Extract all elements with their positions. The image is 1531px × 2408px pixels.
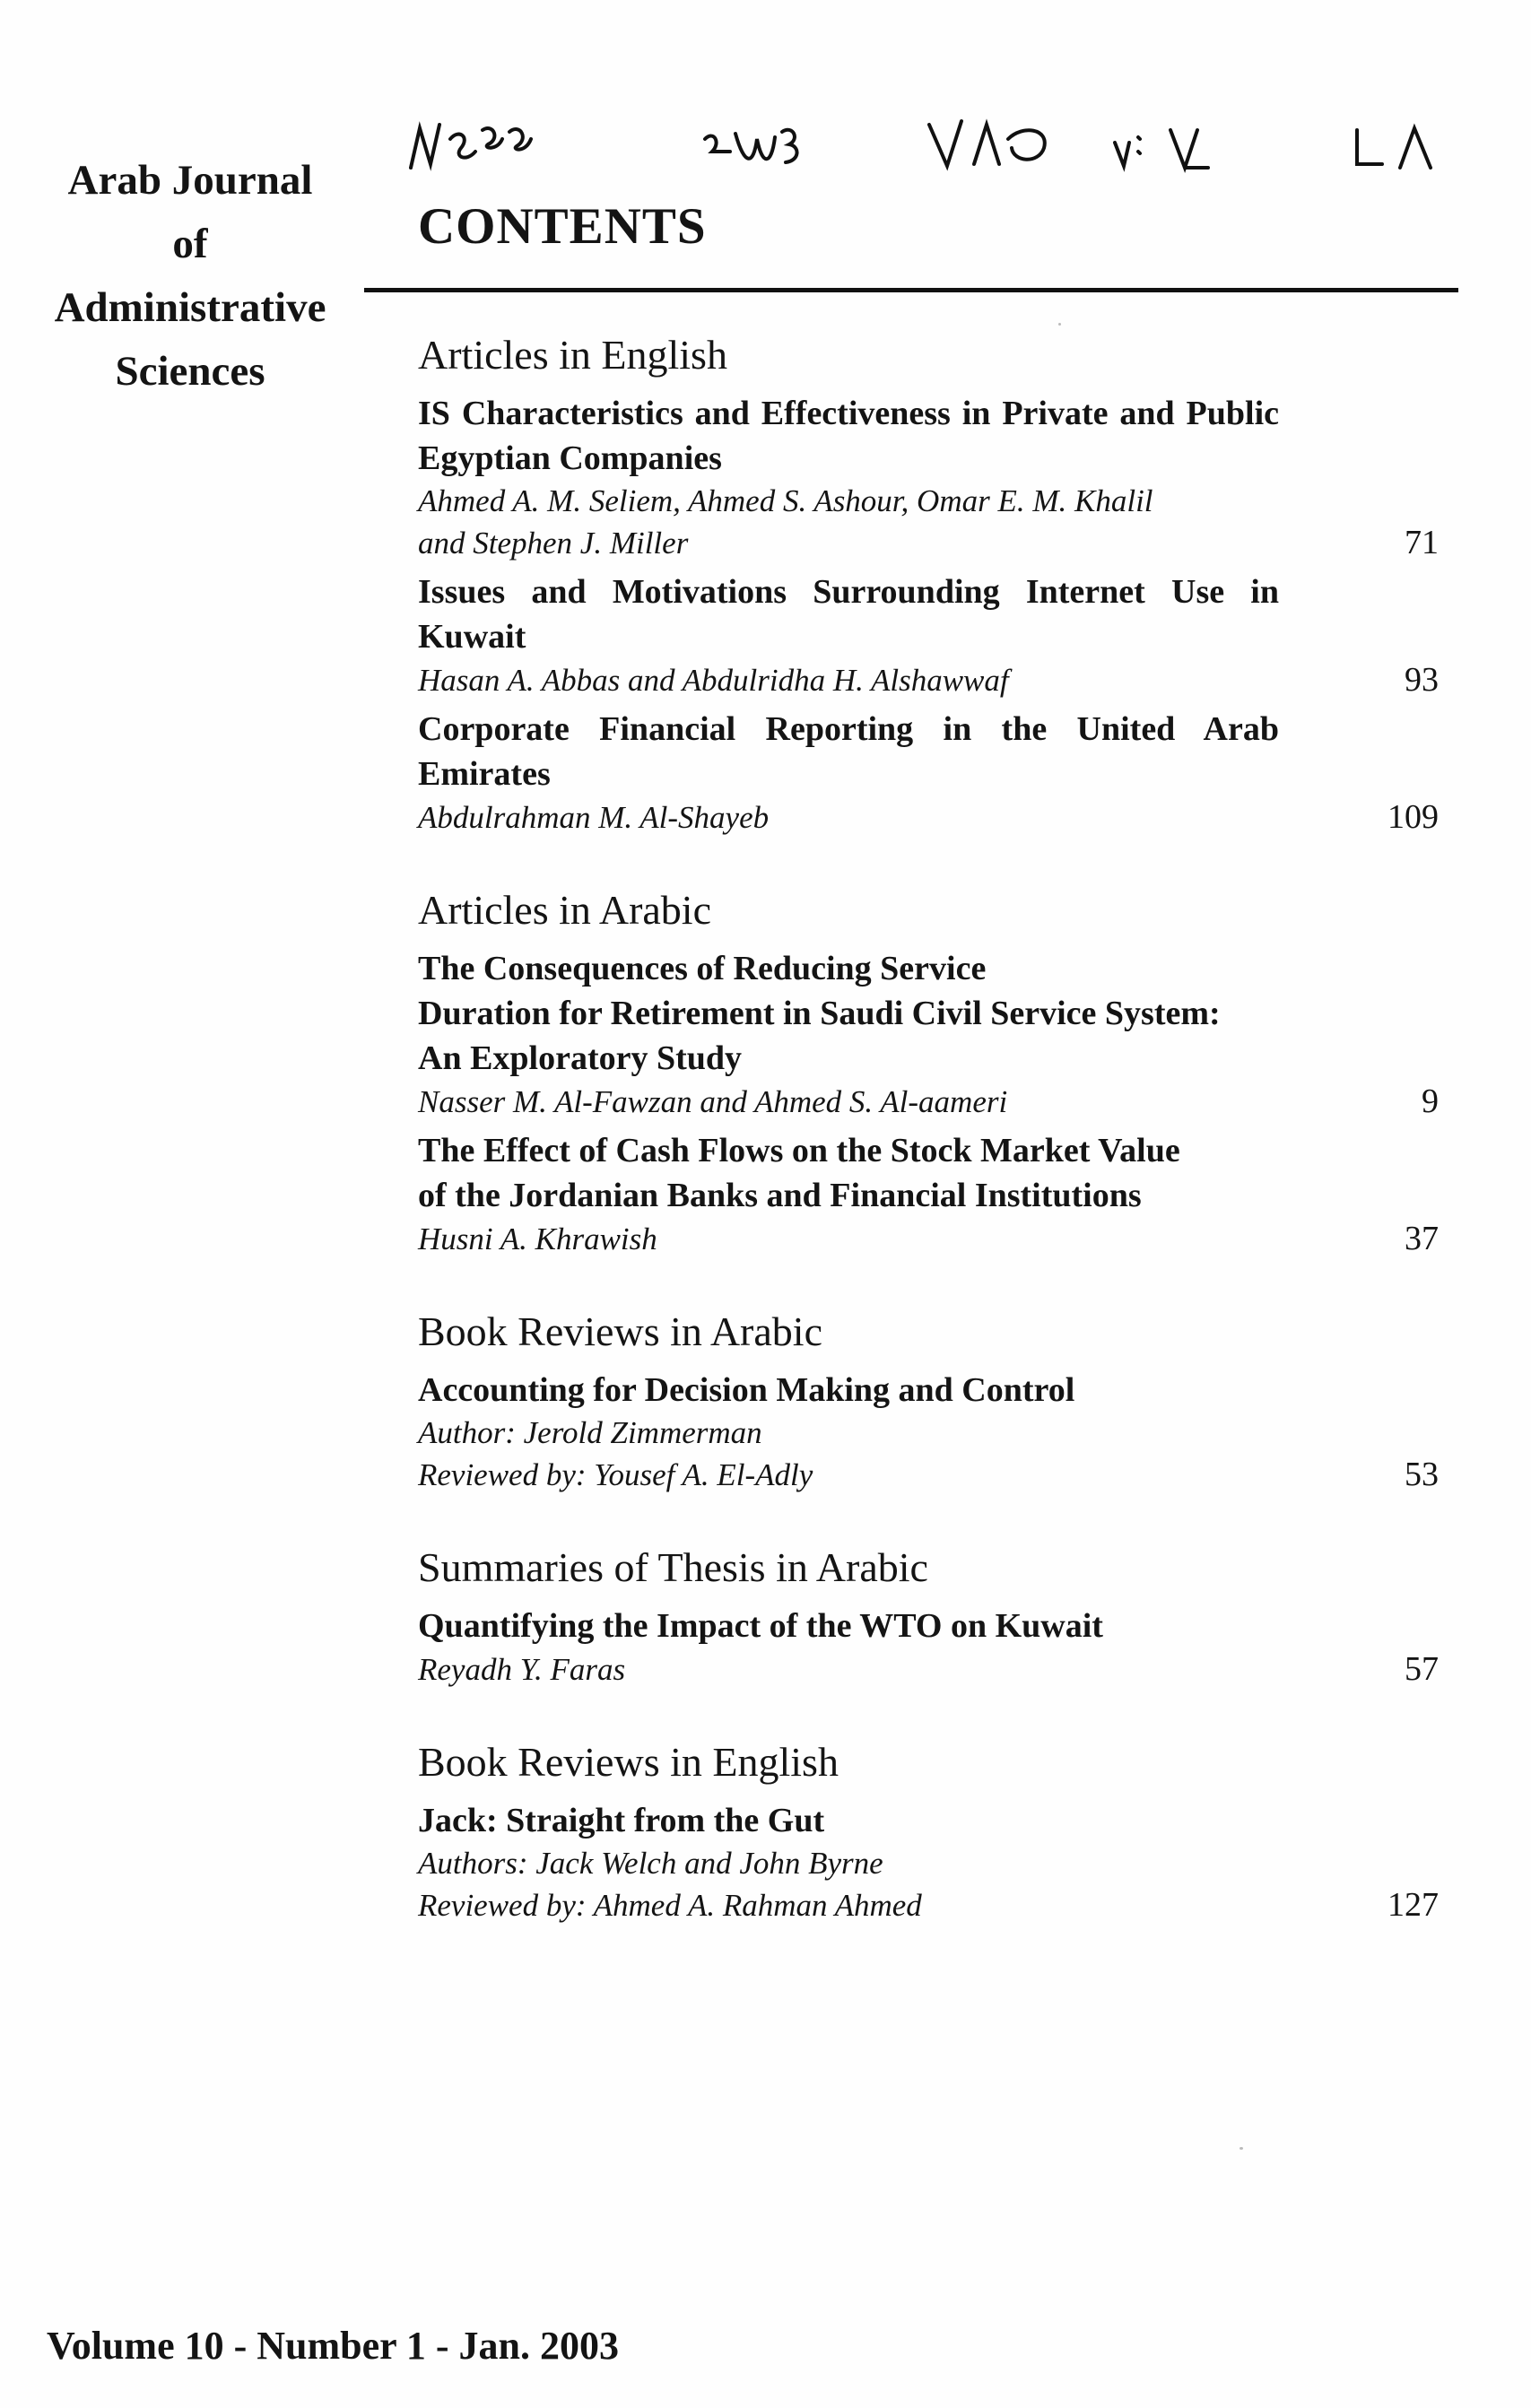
journal-title-line-3: Administrative <box>54 284 326 331</box>
page-number: 127 <box>1387 1886 1439 1924</box>
article-title-line: Duration for Retirement in Saudi Civil Service System: <box>418 995 1221 1032</box>
scan-speck <box>1240 2147 1243 2150</box>
article-title: Issues and Motivations Surrounding Internet Use in Kuwait <box>418 573 1279 656</box>
header-divider <box>364 288 1458 292</box>
article-title-line: of the Jordanian Banks and Financial Institutions <box>418 1177 1142 1214</box>
toc-entry <box>418 1368 1451 1496</box>
section-heading: Articles in English <box>418 332 727 378</box>
author-line: Author: Jerold Zimmerman <box>418 1415 762 1450</box>
volume-footer: Volume 10 - Number 1 - Jan. 2003 <box>47 2324 620 2368</box>
reviewer-line: Reviewed by: Ahmed A. Rahman Ahmed <box>418 1888 922 1923</box>
handwritten-mark-4 <box>1108 108 1233 188</box>
author-line: Hasan A. Abbas and Abdulridha H. Alshawwaf <box>418 663 1009 698</box>
section-heading: Summaries of Thesis in Arabic <box>418 1544 928 1590</box>
section-book-reviews-arabic <box>418 1307 1451 1496</box>
page-number: 93 <box>1405 661 1439 699</box>
toc-entry <box>418 569 1451 701</box>
section-articles-arabic <box>418 885 1451 1260</box>
section-thesis-summaries <box>418 1543 1451 1691</box>
journal-title-line-1: Arab Journal <box>67 157 313 204</box>
page-number: 109 <box>1387 798 1439 836</box>
page-number: 9 <box>1422 1082 1439 1120</box>
page-number: 57 <box>1405 1650 1439 1688</box>
author-line: and Stephen J. Miller <box>418 526 689 561</box>
section-articles-english <box>418 330 1451 839</box>
scan-speck <box>1058 323 1061 326</box>
author-line: Reyadh Y. Faras <box>418 1652 626 1687</box>
toc-entry <box>418 1128 1451 1260</box>
table-of-contents <box>418 330 1451 1973</box>
handwritten-mark-2 <box>700 108 825 188</box>
toc-entry <box>418 1604 1451 1691</box>
handwritten-mark-1 <box>404 108 547 188</box>
section-heading: Book Reviews in Arabic <box>418 1308 822 1354</box>
article-title-line: The Consequences of Reducing Service <box>418 950 987 987</box>
article-title: Quantifying the Impact of the WTO on Kuwait <box>418 1607 1103 1645</box>
article-title: Jack: Straight from the Gut <box>418 1802 825 1839</box>
section-book-reviews-english <box>418 1737 1451 1926</box>
article-title-line: An Exploratory Study <box>418 1039 743 1077</box>
article-title: IS Characteristics and Effectiveness in Private and Public Egyptian Companies <box>418 395 1279 477</box>
handwritten-mark-3 <box>924 108 1076 188</box>
journal-title-line-4: Sciences <box>115 348 265 395</box>
toc-entry <box>418 1798 1451 1926</box>
toc-entry <box>418 707 1451 839</box>
handwritten-mark-5 <box>1350 108 1457 188</box>
section-heading: Articles in Arabic <box>418 887 712 933</box>
toc-entry <box>418 946 1451 1123</box>
article-title: Accounting for Decision Making and Control <box>418 1371 1075 1409</box>
toc-entry <box>418 391 1451 564</box>
page-number: 37 <box>1405 1220 1439 1257</box>
section-heading: Book Reviews in English <box>418 1739 839 1785</box>
reviewer-line: Reviewed by: Yousef A. El-Adly <box>418 1457 813 1492</box>
author-line: Nasser M. Al-Fawzan and Ahmed S. Al-aameri <box>418 1084 1008 1119</box>
contents-title: CONTENTS <box>418 198 707 255</box>
article-title-line: The Effect of Cash Flows on the Stock Market Value <box>418 1132 1180 1169</box>
page-number: 71 <box>1405 524 1439 561</box>
author-line: Abdulrahman M. Al-Shayeb <box>418 800 770 835</box>
author-line: Husni A. Khrawish <box>418 1221 657 1256</box>
author-line: Authors: Jack Welch and John Byrne <box>418 1846 883 1881</box>
author-line: Ahmed A. M. Seliem, Ahmed S. Ashour, Omar E. M. Khalil <box>418 483 1153 518</box>
page-number: 53 <box>1405 1456 1439 1493</box>
article-title: Corporate Financial Reporting in the United Arab Emirates <box>418 710 1279 793</box>
journal-title <box>20 149 361 404</box>
journal-title-line-2: of <box>172 221 208 267</box>
